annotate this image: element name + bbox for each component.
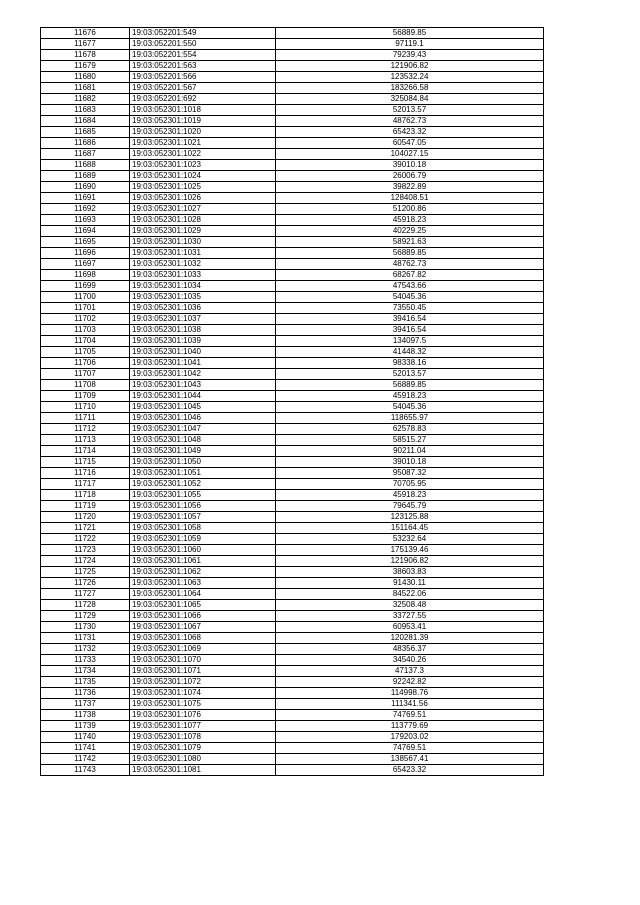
value-cell: 138567.41 xyxy=(276,754,544,765)
cadastral-number-cell: 19:03:052301:1049 xyxy=(130,446,276,457)
value-cell: 58921.63 xyxy=(276,237,544,248)
table-row xyxy=(41,292,544,303)
table-row xyxy=(41,424,544,435)
cadastral-number-cell: 19:03:052301:1065 xyxy=(130,600,276,611)
table-row xyxy=(41,446,544,457)
table-row xyxy=(41,534,544,545)
table-row xyxy=(41,358,544,369)
row-number-cell: 11718 xyxy=(41,490,130,501)
cadastral-number-cell: 19:03:052201:549 xyxy=(130,28,276,39)
table-row xyxy=(41,732,544,743)
cadastral-number-cell: 19:03:052301:1068 xyxy=(130,633,276,644)
table-row xyxy=(41,347,544,358)
value-cell: 38603.83 xyxy=(276,567,544,578)
cadastral-number-cell: 19:03:052301:1039 xyxy=(130,336,276,347)
row-number-cell: 11678 xyxy=(41,50,130,61)
cadastral-number-cell: 19:03:052301:1066 xyxy=(130,611,276,622)
table-row xyxy=(41,369,544,380)
value-cell: 54045.36 xyxy=(276,292,544,303)
row-number-cell: 11701 xyxy=(41,303,130,314)
value-cell: 48356.37 xyxy=(276,644,544,655)
table-row xyxy=(41,226,544,237)
row-number-cell: 11708 xyxy=(41,380,130,391)
cadastral-number-cell: 19:03:052301:1080 xyxy=(130,754,276,765)
value-cell: 134097.5 xyxy=(276,336,544,347)
value-cell: 65423.32 xyxy=(276,127,544,138)
table-row xyxy=(41,666,544,677)
cadastral-number-cell: 19:03:052301:1071 xyxy=(130,666,276,677)
value-cell: 47137.3 xyxy=(276,666,544,677)
cadastral-number-cell: 19:03:052301:1055 xyxy=(130,490,276,501)
table-row xyxy=(41,204,544,215)
table-row xyxy=(41,589,544,600)
table-row xyxy=(41,193,544,204)
table-row xyxy=(41,468,544,479)
row-number-cell: 11710 xyxy=(41,402,130,413)
row-number-cell: 11743 xyxy=(41,765,130,776)
value-cell: 56889.85 xyxy=(276,380,544,391)
cadastral-number-cell: 19:03:052301:1064 xyxy=(130,589,276,600)
value-cell: 45918.23 xyxy=(276,215,544,226)
value-cell: 39822.89 xyxy=(276,182,544,193)
row-number-cell: 11733 xyxy=(41,655,130,666)
cadastral-number-cell: 19:03:052301:1046 xyxy=(130,413,276,424)
value-cell: 39416.54 xyxy=(276,314,544,325)
table-row xyxy=(41,50,544,61)
row-number-cell: 11719 xyxy=(41,501,130,512)
cadastral-number-cell: 19:03:052301:1019 xyxy=(130,116,276,127)
cadastral-number-cell: 19:03:052201:550 xyxy=(130,39,276,50)
table-row xyxy=(41,501,544,512)
table-row xyxy=(41,325,544,336)
row-number-cell: 11689 xyxy=(41,171,130,182)
row-number-cell: 11732 xyxy=(41,644,130,655)
value-cell: 56889.85 xyxy=(276,248,544,259)
cadastral-number-cell: 19:03:052301:1024 xyxy=(130,171,276,182)
value-cell: 121906.82 xyxy=(276,61,544,72)
row-number-cell: 11727 xyxy=(41,589,130,600)
cadastral-number-cell: 19:03:052301:1075 xyxy=(130,699,276,710)
cadastral-number-cell: 19:03:052301:1037 xyxy=(130,314,276,325)
value-cell: 73550.45 xyxy=(276,303,544,314)
row-number-cell: 11724 xyxy=(41,556,130,567)
row-number-cell: 11720 xyxy=(41,512,130,523)
value-cell: 123532.24 xyxy=(276,72,544,83)
cadastral-number-cell: 19:03:052201:567 xyxy=(130,83,276,94)
row-number-cell: 11736 xyxy=(41,688,130,699)
cadastral-number-cell: 19:03:052301:1058 xyxy=(130,523,276,534)
cadastral-number-cell: 19:03:052301:1018 xyxy=(130,105,276,116)
row-number-cell: 11696 xyxy=(41,248,130,259)
table-row xyxy=(41,754,544,765)
value-cell: 104027.15 xyxy=(276,149,544,160)
cadastral-number-cell: 19:03:052301:1033 xyxy=(130,270,276,281)
value-cell: 47543.66 xyxy=(276,281,544,292)
value-cell: 45918.23 xyxy=(276,490,544,501)
cadastral-number-cell: 19:03:052301:1078 xyxy=(130,732,276,743)
table-row xyxy=(41,105,544,116)
row-number-cell: 11728 xyxy=(41,600,130,611)
table-row xyxy=(41,512,544,523)
table-row xyxy=(41,710,544,721)
cadastral-number-cell: 19:03:052301:1036 xyxy=(130,303,276,314)
value-cell: 41448.32 xyxy=(276,347,544,358)
value-cell: 48762.73 xyxy=(276,116,544,127)
value-cell: 60547.05 xyxy=(276,138,544,149)
table-row xyxy=(41,160,544,171)
value-cell: 56889.85 xyxy=(276,28,544,39)
cadastral-number-cell: 19:03:052201:554 xyxy=(130,50,276,61)
table-row xyxy=(41,61,544,72)
table-row xyxy=(41,622,544,633)
table-row xyxy=(41,303,544,314)
value-cell: 74769.51 xyxy=(276,710,544,721)
cadastral-number-cell: 19:03:052301:1034 xyxy=(130,281,276,292)
row-number-cell: 11721 xyxy=(41,523,130,534)
cadastral-number-cell: 19:03:052301:1059 xyxy=(130,534,276,545)
cadastral-number-cell: 19:03:052301:1031 xyxy=(130,248,276,259)
value-cell: 52013.57 xyxy=(276,369,544,380)
value-cell: 113779.69 xyxy=(276,721,544,732)
row-number-cell: 11729 xyxy=(41,611,130,622)
table-row xyxy=(41,545,544,556)
row-number-cell: 11726 xyxy=(41,578,130,589)
row-number-cell: 11695 xyxy=(41,237,130,248)
cadastral-number-cell: 19:03:052301:1043 xyxy=(130,380,276,391)
value-cell: 79239.43 xyxy=(276,50,544,61)
row-number-cell: 11679 xyxy=(41,61,130,72)
table-row xyxy=(41,523,544,534)
value-cell: 325084.84 xyxy=(276,94,544,105)
value-cell: 40229.25 xyxy=(276,226,544,237)
table-row xyxy=(41,721,544,732)
table-row xyxy=(41,270,544,281)
cadastral-number-cell: 19:03:052301:1025 xyxy=(130,182,276,193)
cadastral-number-cell: 19:03:052301:1072 xyxy=(130,677,276,688)
table-row xyxy=(41,457,544,468)
value-cell: 175139.46 xyxy=(276,545,544,556)
row-number-cell: 11703 xyxy=(41,325,130,336)
cadastral-number-cell: 19:03:052301:1070 xyxy=(130,655,276,666)
table-row xyxy=(41,490,544,501)
table-row xyxy=(41,402,544,413)
row-number-cell: 11709 xyxy=(41,391,130,402)
row-number-cell: 11698 xyxy=(41,270,130,281)
cadastral-number-cell: 19:03:052301:1081 xyxy=(130,765,276,776)
value-cell: 65423.32 xyxy=(276,765,544,776)
row-number-cell: 11702 xyxy=(41,314,130,325)
value-cell: 120281.39 xyxy=(276,633,544,644)
value-cell: 95087.32 xyxy=(276,468,544,479)
table-row xyxy=(41,567,544,578)
value-cell: 54045.36 xyxy=(276,402,544,413)
row-number-cell: 11716 xyxy=(41,468,130,479)
table-row xyxy=(41,743,544,754)
row-number-cell: 11684 xyxy=(41,116,130,127)
table-row xyxy=(41,336,544,347)
table-row xyxy=(41,127,544,138)
cadastral-number-cell: 19:03:052301:1032 xyxy=(130,259,276,270)
table-row xyxy=(41,94,544,105)
row-number-cell: 11704 xyxy=(41,336,130,347)
cadastral-number-cell: 19:03:052301:1035 xyxy=(130,292,276,303)
value-cell: 97119.1 xyxy=(276,39,544,50)
value-cell: 70705.95 xyxy=(276,479,544,490)
row-number-cell: 11713 xyxy=(41,435,130,446)
row-number-cell: 11717 xyxy=(41,479,130,490)
cadastral-number-cell: 19:03:052301:1023 xyxy=(130,160,276,171)
table-row xyxy=(41,237,544,248)
cadastral-number-cell: 19:03:052301:1020 xyxy=(130,127,276,138)
table-row xyxy=(41,688,544,699)
table-row xyxy=(41,699,544,710)
row-number-cell: 11725 xyxy=(41,567,130,578)
table-row xyxy=(41,182,544,193)
row-number-cell: 11687 xyxy=(41,149,130,160)
cadastral-number-cell: 19:03:052301:1042 xyxy=(130,369,276,380)
row-number-cell: 11700 xyxy=(41,292,130,303)
value-cell: 98338.16 xyxy=(276,358,544,369)
row-number-cell: 11740 xyxy=(41,732,130,743)
value-cell: 60953.41 xyxy=(276,622,544,633)
cadastral-number-cell: 19:03:052301:1076 xyxy=(130,710,276,721)
value-cell: 183266.58 xyxy=(276,83,544,94)
row-number-cell: 11723 xyxy=(41,545,130,556)
value-cell: 90211.04 xyxy=(276,446,544,457)
row-number-cell: 11699 xyxy=(41,281,130,292)
table-row xyxy=(41,435,544,446)
row-number-cell: 11714 xyxy=(41,446,130,457)
value-cell: 62578.83 xyxy=(276,424,544,435)
table-row xyxy=(41,215,544,226)
value-cell: 128408.51 xyxy=(276,193,544,204)
row-number-cell: 11712 xyxy=(41,424,130,435)
table-row xyxy=(41,314,544,325)
table-row xyxy=(41,556,544,567)
table-row xyxy=(41,248,544,259)
row-number-cell: 11681 xyxy=(41,83,130,94)
cadastral-number-cell: 19:03:052301:1069 xyxy=(130,644,276,655)
value-cell: 68267.82 xyxy=(276,270,544,281)
row-number-cell: 11697 xyxy=(41,259,130,270)
value-cell: 51200.86 xyxy=(276,204,544,215)
cadastral-number-cell: 19:03:052301:1038 xyxy=(130,325,276,336)
row-number-cell: 11693 xyxy=(41,215,130,226)
cadastral-number-cell: 19:03:052301:1040 xyxy=(130,347,276,358)
table-row xyxy=(41,72,544,83)
cadastral-number-cell: 19:03:052301:1048 xyxy=(130,435,276,446)
cadastral-number-cell: 19:03:052301:1029 xyxy=(130,226,276,237)
row-number-cell: 11690 xyxy=(41,182,130,193)
row-number-cell: 11692 xyxy=(41,204,130,215)
value-cell: 58515.27 xyxy=(276,435,544,446)
cadastral-number-cell: 19:03:052301:1051 xyxy=(130,468,276,479)
table-row xyxy=(41,39,544,50)
value-cell: 111341.56 xyxy=(276,699,544,710)
cadastral-number-cell: 19:03:052301:1074 xyxy=(130,688,276,699)
cadastral-number-cell: 19:03:052301:1044 xyxy=(130,391,276,402)
value-cell: 121906.82 xyxy=(276,556,544,567)
row-number-cell: 11677 xyxy=(41,39,130,50)
value-cell: 84522.06 xyxy=(276,589,544,600)
row-number-cell: 11685 xyxy=(41,127,130,138)
value-cell: 45918.23 xyxy=(276,391,544,402)
value-cell: 79645.79 xyxy=(276,501,544,512)
value-cell: 123125.88 xyxy=(276,512,544,523)
row-number-cell: 11676 xyxy=(41,28,130,39)
value-cell: 118655.97 xyxy=(276,413,544,424)
row-number-cell: 11683 xyxy=(41,105,130,116)
cadastral-number-cell: 19:03:052301:1079 xyxy=(130,743,276,754)
table-row xyxy=(41,83,544,94)
table-row xyxy=(41,655,544,666)
row-number-cell: 11722 xyxy=(41,534,130,545)
row-number-cell: 11705 xyxy=(41,347,130,358)
row-number-cell: 11735 xyxy=(41,677,130,688)
value-cell: 179203.02 xyxy=(276,732,544,743)
row-number-cell: 11730 xyxy=(41,622,130,633)
cadastral-number-cell: 19:03:052201:563 xyxy=(130,61,276,72)
cadastral-number-cell: 19:03:052201:566 xyxy=(130,72,276,83)
cadastral-number-cell: 19:03:052301:1063 xyxy=(130,578,276,589)
table-row xyxy=(41,611,544,622)
row-number-cell: 11738 xyxy=(41,710,130,721)
cadastral-number-cell: 19:03:052301:1052 xyxy=(130,479,276,490)
row-number-cell: 11742 xyxy=(41,754,130,765)
cadastral-number-cell: 19:03:052301:1030 xyxy=(130,237,276,248)
row-number-cell: 11680 xyxy=(41,72,130,83)
table-row xyxy=(41,391,544,402)
table-row xyxy=(41,765,544,776)
cadastral-number-cell: 19:03:052301:1067 xyxy=(130,622,276,633)
row-number-cell: 11682 xyxy=(41,94,130,105)
value-cell: 91430.11 xyxy=(276,578,544,589)
row-number-cell: 11737 xyxy=(41,699,130,710)
cadastral-number-cell: 19:03:052301:1027 xyxy=(130,204,276,215)
table-row xyxy=(41,259,544,270)
cadastral-number-cell: 19:03:052201:692 xyxy=(130,94,276,105)
value-cell: 39416.54 xyxy=(276,325,544,336)
cadastral-number-cell: 19:03:052301:1060 xyxy=(130,545,276,556)
value-cell: 92242.82 xyxy=(276,677,544,688)
cadastral-number-cell: 19:03:052301:1045 xyxy=(130,402,276,413)
row-number-cell: 11731 xyxy=(41,633,130,644)
cadastral-number-cell: 19:03:052301:1047 xyxy=(130,424,276,435)
table-row xyxy=(41,644,544,655)
row-number-cell: 11691 xyxy=(41,193,130,204)
value-cell: 74769.51 xyxy=(276,743,544,754)
table-row xyxy=(41,28,544,39)
table-row xyxy=(41,578,544,589)
table-row xyxy=(41,116,544,127)
cadastral-number-cell: 19:03:052301:1056 xyxy=(130,501,276,512)
value-cell: 26006.79 xyxy=(276,171,544,182)
value-cell: 33727.55 xyxy=(276,611,544,622)
value-cell: 34540.26 xyxy=(276,655,544,666)
row-number-cell: 11688 xyxy=(41,160,130,171)
row-number-cell: 11694 xyxy=(41,226,130,237)
cadastral-number-cell: 19:03:052301:1022 xyxy=(130,149,276,160)
table-row xyxy=(41,633,544,644)
value-cell: 53232.64 xyxy=(276,534,544,545)
row-number-cell: 11707 xyxy=(41,369,130,380)
cadastral-number-cell: 19:03:052301:1026 xyxy=(130,193,276,204)
cadastral-number-cell: 19:03:052301:1061 xyxy=(130,556,276,567)
value-cell: 114998.76 xyxy=(276,688,544,699)
value-cell: 39010.18 xyxy=(276,457,544,468)
cadastral-number-cell: 19:03:052301:1028 xyxy=(130,215,276,226)
table-row xyxy=(41,171,544,182)
table-row xyxy=(41,380,544,391)
table-row xyxy=(41,281,544,292)
row-number-cell: 11739 xyxy=(41,721,130,732)
cadastral-number-cell: 19:03:052301:1050 xyxy=(130,457,276,468)
row-number-cell: 11715 xyxy=(41,457,130,468)
table-row xyxy=(41,413,544,424)
table-row xyxy=(41,600,544,611)
row-number-cell: 11706 xyxy=(41,358,130,369)
data-table xyxy=(40,27,544,776)
table-row xyxy=(41,479,544,490)
value-cell: 39010.18 xyxy=(276,160,544,171)
row-number-cell: 11686 xyxy=(41,138,130,149)
table-row xyxy=(41,149,544,160)
cadastral-number-cell: 19:03:052301:1057 xyxy=(130,512,276,523)
value-cell: 48762.73 xyxy=(276,259,544,270)
value-cell: 151164.45 xyxy=(276,523,544,534)
value-cell: 32508.48 xyxy=(276,600,544,611)
table-body xyxy=(41,28,544,776)
cadastral-number-cell: 19:03:052301:1077 xyxy=(130,721,276,732)
cadastral-number-cell: 19:03:052301:1062 xyxy=(130,567,276,578)
cadastral-number-cell: 19:03:052301:1021 xyxy=(130,138,276,149)
table-row xyxy=(41,138,544,149)
row-number-cell: 11734 xyxy=(41,666,130,677)
table-row xyxy=(41,677,544,688)
value-cell: 52013.57 xyxy=(276,105,544,116)
row-number-cell: 11741 xyxy=(41,743,130,754)
row-number-cell: 11711 xyxy=(41,413,130,424)
cadastral-number-cell: 19:03:052301:1041 xyxy=(130,358,276,369)
